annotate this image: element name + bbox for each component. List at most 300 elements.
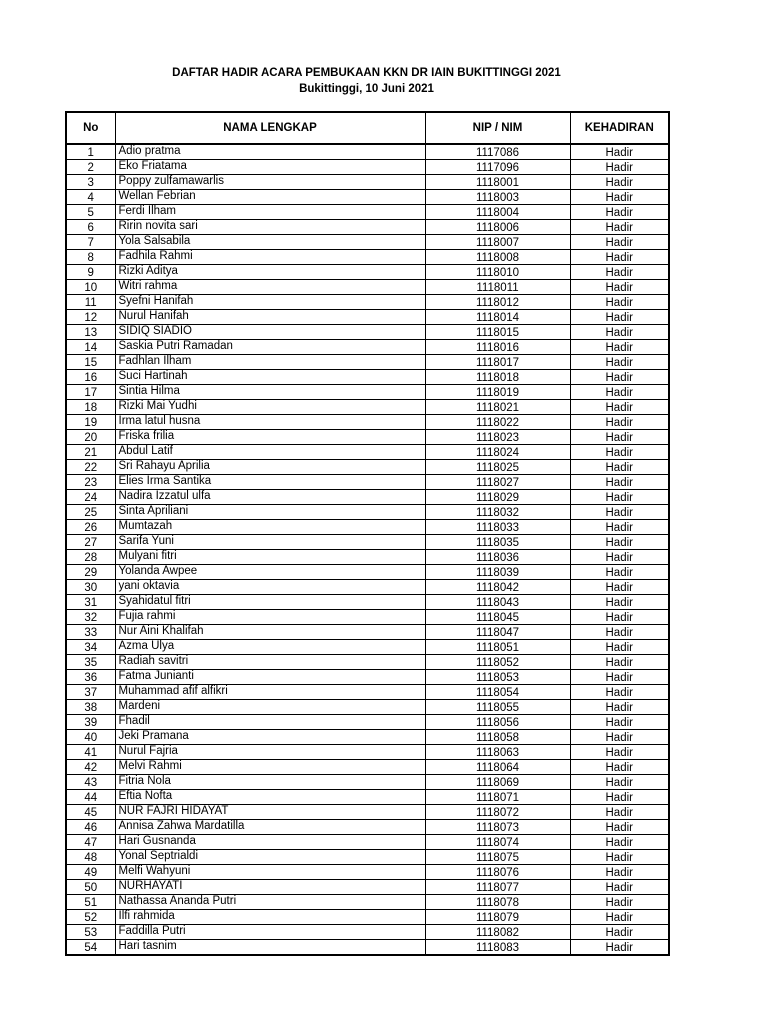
row-name: Suci Hartinah xyxy=(118,369,188,382)
row-name: Fadhlan Ilham xyxy=(118,354,192,367)
row-number-cell xyxy=(66,160,115,175)
row-name: Ririn novita sari xyxy=(118,219,198,232)
row-number-cell xyxy=(66,820,115,835)
header-status: KEHADIRAN xyxy=(570,112,669,144)
row-nip: 1118073 xyxy=(475,821,520,834)
row-status-cell xyxy=(570,895,669,910)
row-nip-cell xyxy=(425,925,570,940)
row-name: Friska frilia xyxy=(118,429,175,442)
row-nip: 1118053 xyxy=(475,671,520,684)
row-number-cell xyxy=(66,505,115,520)
row-name-cell xyxy=(115,520,425,535)
table-row xyxy=(66,850,669,865)
table-row xyxy=(66,910,669,925)
row-nip-cell xyxy=(425,610,570,625)
row-nip: 1117086 xyxy=(475,146,520,159)
row-number: 48 xyxy=(84,851,98,864)
row-nip: 1118039 xyxy=(475,566,520,579)
row-nip-cell xyxy=(425,745,570,760)
table-row xyxy=(66,880,669,895)
row-number-cell xyxy=(66,250,115,265)
row-status-cell xyxy=(570,550,669,565)
row-nip: 1118035 xyxy=(475,536,520,549)
row-number: 23 xyxy=(84,476,98,489)
row-number-cell xyxy=(66,475,115,490)
row-number: 35 xyxy=(84,656,98,669)
row-name: Eko Friatama xyxy=(118,159,187,172)
table-row xyxy=(66,310,669,325)
row-number: 54 xyxy=(84,941,98,954)
row-number: 24 xyxy=(84,491,98,504)
row-status: Hadir xyxy=(605,866,633,879)
row-name: Melfi Wahyuni xyxy=(118,864,191,877)
table-row xyxy=(66,775,669,790)
row-name: Fadhila Rahmi xyxy=(118,249,193,262)
row-number-cell xyxy=(66,535,115,550)
table-row xyxy=(66,295,669,310)
row-nip: 1118017 xyxy=(475,356,520,369)
row-nip: 1118010 xyxy=(475,266,520,279)
row-status-cell xyxy=(570,640,669,655)
row-name: Wellan Febrian xyxy=(118,189,196,202)
row-number-cell xyxy=(66,865,115,880)
table-row xyxy=(66,925,669,940)
row-number-cell xyxy=(66,220,115,235)
table-row xyxy=(66,385,669,400)
row-number-cell xyxy=(66,415,115,430)
row-status-cell xyxy=(570,505,669,520)
row-number-cell xyxy=(66,610,115,625)
table-row xyxy=(66,820,669,835)
table-row xyxy=(66,685,669,700)
row-number: 41 xyxy=(84,746,98,759)
row-name: Nathassa Ananda Putri xyxy=(118,894,237,907)
row-status-cell xyxy=(570,655,669,670)
row-number-cell xyxy=(66,760,115,775)
row-nip-cell xyxy=(425,235,570,250)
row-status: Hadir xyxy=(605,176,633,189)
row-number-cell xyxy=(66,790,115,805)
row-status: Hadir xyxy=(605,671,633,684)
row-nip: 1118051 xyxy=(475,641,520,654)
row-status-cell xyxy=(570,685,669,700)
table-row xyxy=(66,895,669,910)
row-name-cell xyxy=(115,700,425,715)
row-name: NUR FAJRI HIDAYAT xyxy=(118,804,229,817)
row-status: Hadir xyxy=(605,401,633,414)
row-number: 50 xyxy=(84,881,98,894)
row-nip-cell xyxy=(425,595,570,610)
row-number-cell xyxy=(66,580,115,595)
row-nip: 1118036 xyxy=(475,551,520,564)
row-number: 44 xyxy=(84,791,98,804)
row-number: 15 xyxy=(84,356,98,369)
row-number: 14 xyxy=(84,341,98,354)
row-nip: 1118023 xyxy=(475,431,520,444)
row-status-cell xyxy=(570,490,669,505)
row-number-cell xyxy=(66,940,115,956)
row-nip: 1118018 xyxy=(475,371,520,384)
row-nip: 1118004 xyxy=(475,206,520,219)
row-nip-cell xyxy=(425,550,570,565)
table-body xyxy=(66,144,669,955)
row-name: Muhammad afif alfikri xyxy=(118,684,228,697)
row-status: Hadir xyxy=(605,311,633,324)
row-name: Nurul Hanifah xyxy=(118,309,189,322)
row-status-cell xyxy=(570,790,669,805)
row-name: Syahidatul fitri xyxy=(118,594,191,607)
row-name: Radiah savitri xyxy=(118,654,189,667)
row-nip-cell xyxy=(425,790,570,805)
row-nip-cell xyxy=(425,370,570,385)
row-number-cell xyxy=(66,670,115,685)
row-nip: 1118003 xyxy=(475,191,520,204)
row-nip-cell xyxy=(425,460,570,475)
row-nip: 1118079 xyxy=(475,911,520,924)
row-nip-cell xyxy=(425,475,570,490)
row-name: Hari Gusnanda xyxy=(118,834,196,847)
row-name-cell xyxy=(115,940,425,956)
row-nip: 1118069 xyxy=(475,776,520,789)
table-row xyxy=(66,835,669,850)
row-number-cell xyxy=(66,880,115,895)
row-name: Faddilla Putri xyxy=(118,924,186,937)
row-name-cell xyxy=(115,310,425,325)
row-status: Hadir xyxy=(605,491,633,504)
row-nip: 1118082 xyxy=(475,926,520,939)
row-nip: 1117096 xyxy=(475,161,520,174)
row-nip-cell xyxy=(425,355,570,370)
row-name-cell xyxy=(115,535,425,550)
row-number-cell xyxy=(66,730,115,745)
row-nip: 1118016 xyxy=(475,341,520,354)
row-number: 8 xyxy=(87,251,94,264)
row-nip: 1118074 xyxy=(475,836,520,849)
row-number: 46 xyxy=(84,821,98,834)
row-nip-cell xyxy=(425,144,570,160)
row-number-cell xyxy=(66,325,115,340)
row-number: 4 xyxy=(87,191,94,204)
table-row xyxy=(66,760,669,775)
row-nip: 1118075 xyxy=(475,851,520,864)
row-status-cell xyxy=(570,445,669,460)
table-row xyxy=(66,550,669,565)
row-status: Hadir xyxy=(605,716,633,729)
row-status-cell xyxy=(570,535,669,550)
row-name-cell xyxy=(115,715,425,730)
row-name-cell xyxy=(115,415,425,430)
row-nip-cell xyxy=(425,565,570,580)
row-name: Poppy zulfamawarlis xyxy=(118,174,224,187)
row-nip-cell xyxy=(425,655,570,670)
row-nip: 1118042 xyxy=(475,581,520,594)
row-status: Hadir xyxy=(605,371,633,384)
row-nip: 1118076 xyxy=(475,866,520,879)
row-status-cell xyxy=(570,610,669,625)
table-row xyxy=(66,355,669,370)
row-name-cell xyxy=(115,865,425,880)
row-status-cell xyxy=(570,625,669,640)
row-number-cell xyxy=(66,625,115,640)
table-row xyxy=(66,655,669,670)
row-number: 45 xyxy=(84,806,98,819)
table-row xyxy=(66,865,669,880)
row-nip: 1118007 xyxy=(475,236,520,249)
row-status: Hadir xyxy=(605,521,633,534)
row-status: Hadir xyxy=(605,731,633,744)
row-name-cell xyxy=(115,880,425,895)
row-nip-cell xyxy=(425,580,570,595)
row-number-cell xyxy=(66,370,115,385)
row-number: 37 xyxy=(84,686,98,699)
row-number-cell xyxy=(66,565,115,580)
row-status: Hadir xyxy=(605,896,633,909)
row-name-cell xyxy=(115,400,425,415)
row-name: yani oktavia xyxy=(118,579,180,592)
row-name: Syefni Hanifah xyxy=(118,294,194,307)
row-name: Sri Rahayu Aprilia xyxy=(118,459,210,472)
row-number: 34 xyxy=(84,641,98,654)
row-nip: 1118019 xyxy=(475,386,520,399)
row-status-cell xyxy=(570,295,669,310)
row-nip-cell xyxy=(425,805,570,820)
row-status: Hadir xyxy=(605,206,633,219)
row-name: Adio pratma xyxy=(118,144,181,157)
row-nip-cell xyxy=(425,835,570,850)
row-status: Hadir xyxy=(605,791,633,804)
row-status: Hadir xyxy=(605,536,633,549)
row-nip-cell xyxy=(425,685,570,700)
row-status-cell xyxy=(570,745,669,760)
table-row xyxy=(66,144,669,160)
row-name-cell xyxy=(115,340,425,355)
row-nip-cell xyxy=(425,760,570,775)
row-nip: 1118011 xyxy=(476,281,519,294)
row-name-cell xyxy=(115,325,425,340)
row-number: 11 xyxy=(84,296,97,309)
row-name-cell xyxy=(115,295,425,310)
row-number: 12 xyxy=(84,311,98,324)
row-status-cell xyxy=(570,730,669,745)
row-number: 16 xyxy=(84,371,98,384)
row-number: 52 xyxy=(84,911,98,924)
row-number-cell xyxy=(66,655,115,670)
table-row xyxy=(66,190,669,205)
row-name: Mumtazah xyxy=(118,519,173,532)
row-status: Hadir xyxy=(605,461,633,474)
row-nip: 1118047 xyxy=(475,626,520,639)
row-name: Jeki Pramana xyxy=(118,729,189,742)
table-row xyxy=(66,730,669,745)
table-row xyxy=(66,400,669,415)
row-name-cell xyxy=(115,220,425,235)
row-status: Hadir xyxy=(605,431,633,444)
row-nip-cell xyxy=(425,190,570,205)
row-name-cell xyxy=(115,655,425,670)
row-nip-cell xyxy=(425,700,570,715)
row-status: Hadir xyxy=(605,326,633,339)
row-number-cell xyxy=(66,280,115,295)
row-number-cell xyxy=(66,805,115,820)
row-name-cell xyxy=(115,580,425,595)
document-subtitle: Bukittinggi, 10 Juni 2021 xyxy=(299,83,434,95)
row-number: 38 xyxy=(84,701,98,714)
row-number: 17 xyxy=(84,386,98,399)
table-row xyxy=(66,670,669,685)
row-status-cell xyxy=(570,595,669,610)
row-number-cell xyxy=(66,550,115,565)
row-name: Yolanda Awpee xyxy=(118,564,198,577)
table-row xyxy=(66,460,669,475)
row-name-cell xyxy=(115,835,425,850)
row-nip-cell xyxy=(425,445,570,460)
row-number-cell xyxy=(66,144,115,160)
row-number-cell xyxy=(66,685,115,700)
row-number: 26 xyxy=(84,521,98,534)
row-nip: 1118054 xyxy=(475,686,520,699)
row-number: 6 xyxy=(87,221,94,234)
row-number: 42 xyxy=(84,761,98,774)
row-name-cell xyxy=(115,925,425,940)
row-status-cell xyxy=(570,235,669,250)
row-status: Hadir xyxy=(605,926,633,939)
row-status: Hadir xyxy=(605,281,633,294)
row-number-cell xyxy=(66,700,115,715)
table-row xyxy=(66,640,669,655)
row-status-cell xyxy=(570,700,669,715)
row-name-cell xyxy=(115,205,425,220)
row-number: 43 xyxy=(84,776,98,789)
row-number: 29 xyxy=(84,566,98,579)
row-name: Fhadil xyxy=(118,714,150,727)
row-status-cell xyxy=(570,160,669,175)
row-nip-cell xyxy=(425,490,570,505)
row-status-cell xyxy=(570,355,669,370)
row-number-cell xyxy=(66,835,115,850)
row-number: 9 xyxy=(87,266,94,279)
row-status-cell xyxy=(570,820,669,835)
row-name: SIDIQ SIADIO xyxy=(118,324,192,337)
row-number: 3 xyxy=(87,176,94,189)
row-status-cell xyxy=(570,250,669,265)
row-nip-cell xyxy=(425,310,570,325)
row-name: Rizki Aditya xyxy=(118,264,178,277)
row-name-cell xyxy=(115,730,425,745)
row-nip-cell xyxy=(425,385,570,400)
row-number: 5 xyxy=(87,206,94,219)
row-status-cell xyxy=(570,280,669,295)
row-name-cell xyxy=(115,820,425,835)
row-nip-cell xyxy=(425,895,570,910)
row-status-cell xyxy=(570,370,669,385)
row-number-cell xyxy=(66,925,115,940)
row-number: 47 xyxy=(84,836,98,849)
row-status-cell xyxy=(570,880,669,895)
row-status-cell xyxy=(570,430,669,445)
row-nip-cell xyxy=(425,850,570,865)
row-name: Irma latul husna xyxy=(118,414,201,427)
header-nip: NIP / NIM xyxy=(425,112,570,144)
row-status: Hadir xyxy=(605,191,633,204)
row-status: Hadir xyxy=(605,161,633,174)
table-row xyxy=(66,160,669,175)
row-name-cell xyxy=(115,550,425,565)
row-number-cell xyxy=(66,175,115,190)
row-number: 32 xyxy=(84,611,98,624)
row-nip-cell xyxy=(425,400,570,415)
row-name: Fujia rahmi xyxy=(118,609,176,622)
row-status: Hadir xyxy=(605,611,633,624)
row-nip: 1118032 xyxy=(475,506,520,519)
row-name: Sarifa Yuni xyxy=(118,534,174,547)
row-name-cell xyxy=(115,235,425,250)
row-nip-cell xyxy=(425,640,570,655)
row-status: Hadir xyxy=(605,476,633,489)
row-status: Hadir xyxy=(605,746,633,759)
row-status-cell xyxy=(570,805,669,820)
row-nip: 1118025 xyxy=(475,461,520,474)
row-name: Yonal Septrialdi xyxy=(118,849,198,862)
row-status-cell xyxy=(570,190,669,205)
row-number-cell xyxy=(66,265,115,280)
row-nip-cell xyxy=(425,415,570,430)
row-status-cell xyxy=(570,580,669,595)
row-nip: 1118008 xyxy=(475,251,520,264)
row-number-cell xyxy=(66,745,115,760)
row-name: Yola Salsabila xyxy=(118,234,191,247)
row-number: 28 xyxy=(84,551,98,564)
row-name: Sintia Hilma xyxy=(118,384,180,397)
row-status: Hadir xyxy=(605,656,633,669)
row-status-cell xyxy=(570,760,669,775)
row-name-cell xyxy=(115,640,425,655)
row-name: Fatma Junianti xyxy=(118,669,194,682)
row-status: Hadir xyxy=(605,236,633,249)
row-status-cell xyxy=(570,475,669,490)
table-row xyxy=(66,610,669,625)
row-nip-cell xyxy=(425,175,570,190)
row-number-cell xyxy=(66,715,115,730)
row-name-cell xyxy=(115,160,425,175)
row-status-cell xyxy=(570,850,669,865)
row-nip: 1118015 xyxy=(475,326,520,339)
row-nip: 1118045 xyxy=(475,611,520,624)
row-nip: 1118021 xyxy=(475,401,520,414)
row-name: Fitria Nola xyxy=(118,774,171,787)
row-number-cell xyxy=(66,460,115,475)
row-status-cell xyxy=(570,565,669,580)
row-status: Hadir xyxy=(605,296,633,309)
row-nip: 1118033 xyxy=(475,521,520,534)
table-row xyxy=(66,415,669,430)
row-nip-cell xyxy=(425,880,570,895)
table-row xyxy=(66,745,669,760)
row-status-cell xyxy=(570,220,669,235)
row-nip: 1118071 xyxy=(475,791,520,804)
row-status-cell xyxy=(570,175,669,190)
row-status-cell xyxy=(570,775,669,790)
row-status: Hadir xyxy=(605,386,633,399)
row-status: Hadir xyxy=(605,821,633,834)
row-status: Hadir xyxy=(605,356,633,369)
table-row xyxy=(66,520,669,535)
row-nip: 1118027 xyxy=(475,476,520,489)
row-status: Hadir xyxy=(605,251,633,264)
row-nip-cell xyxy=(425,340,570,355)
table-row xyxy=(66,580,669,595)
row-status: Hadir xyxy=(605,416,633,429)
table-row xyxy=(66,940,669,956)
